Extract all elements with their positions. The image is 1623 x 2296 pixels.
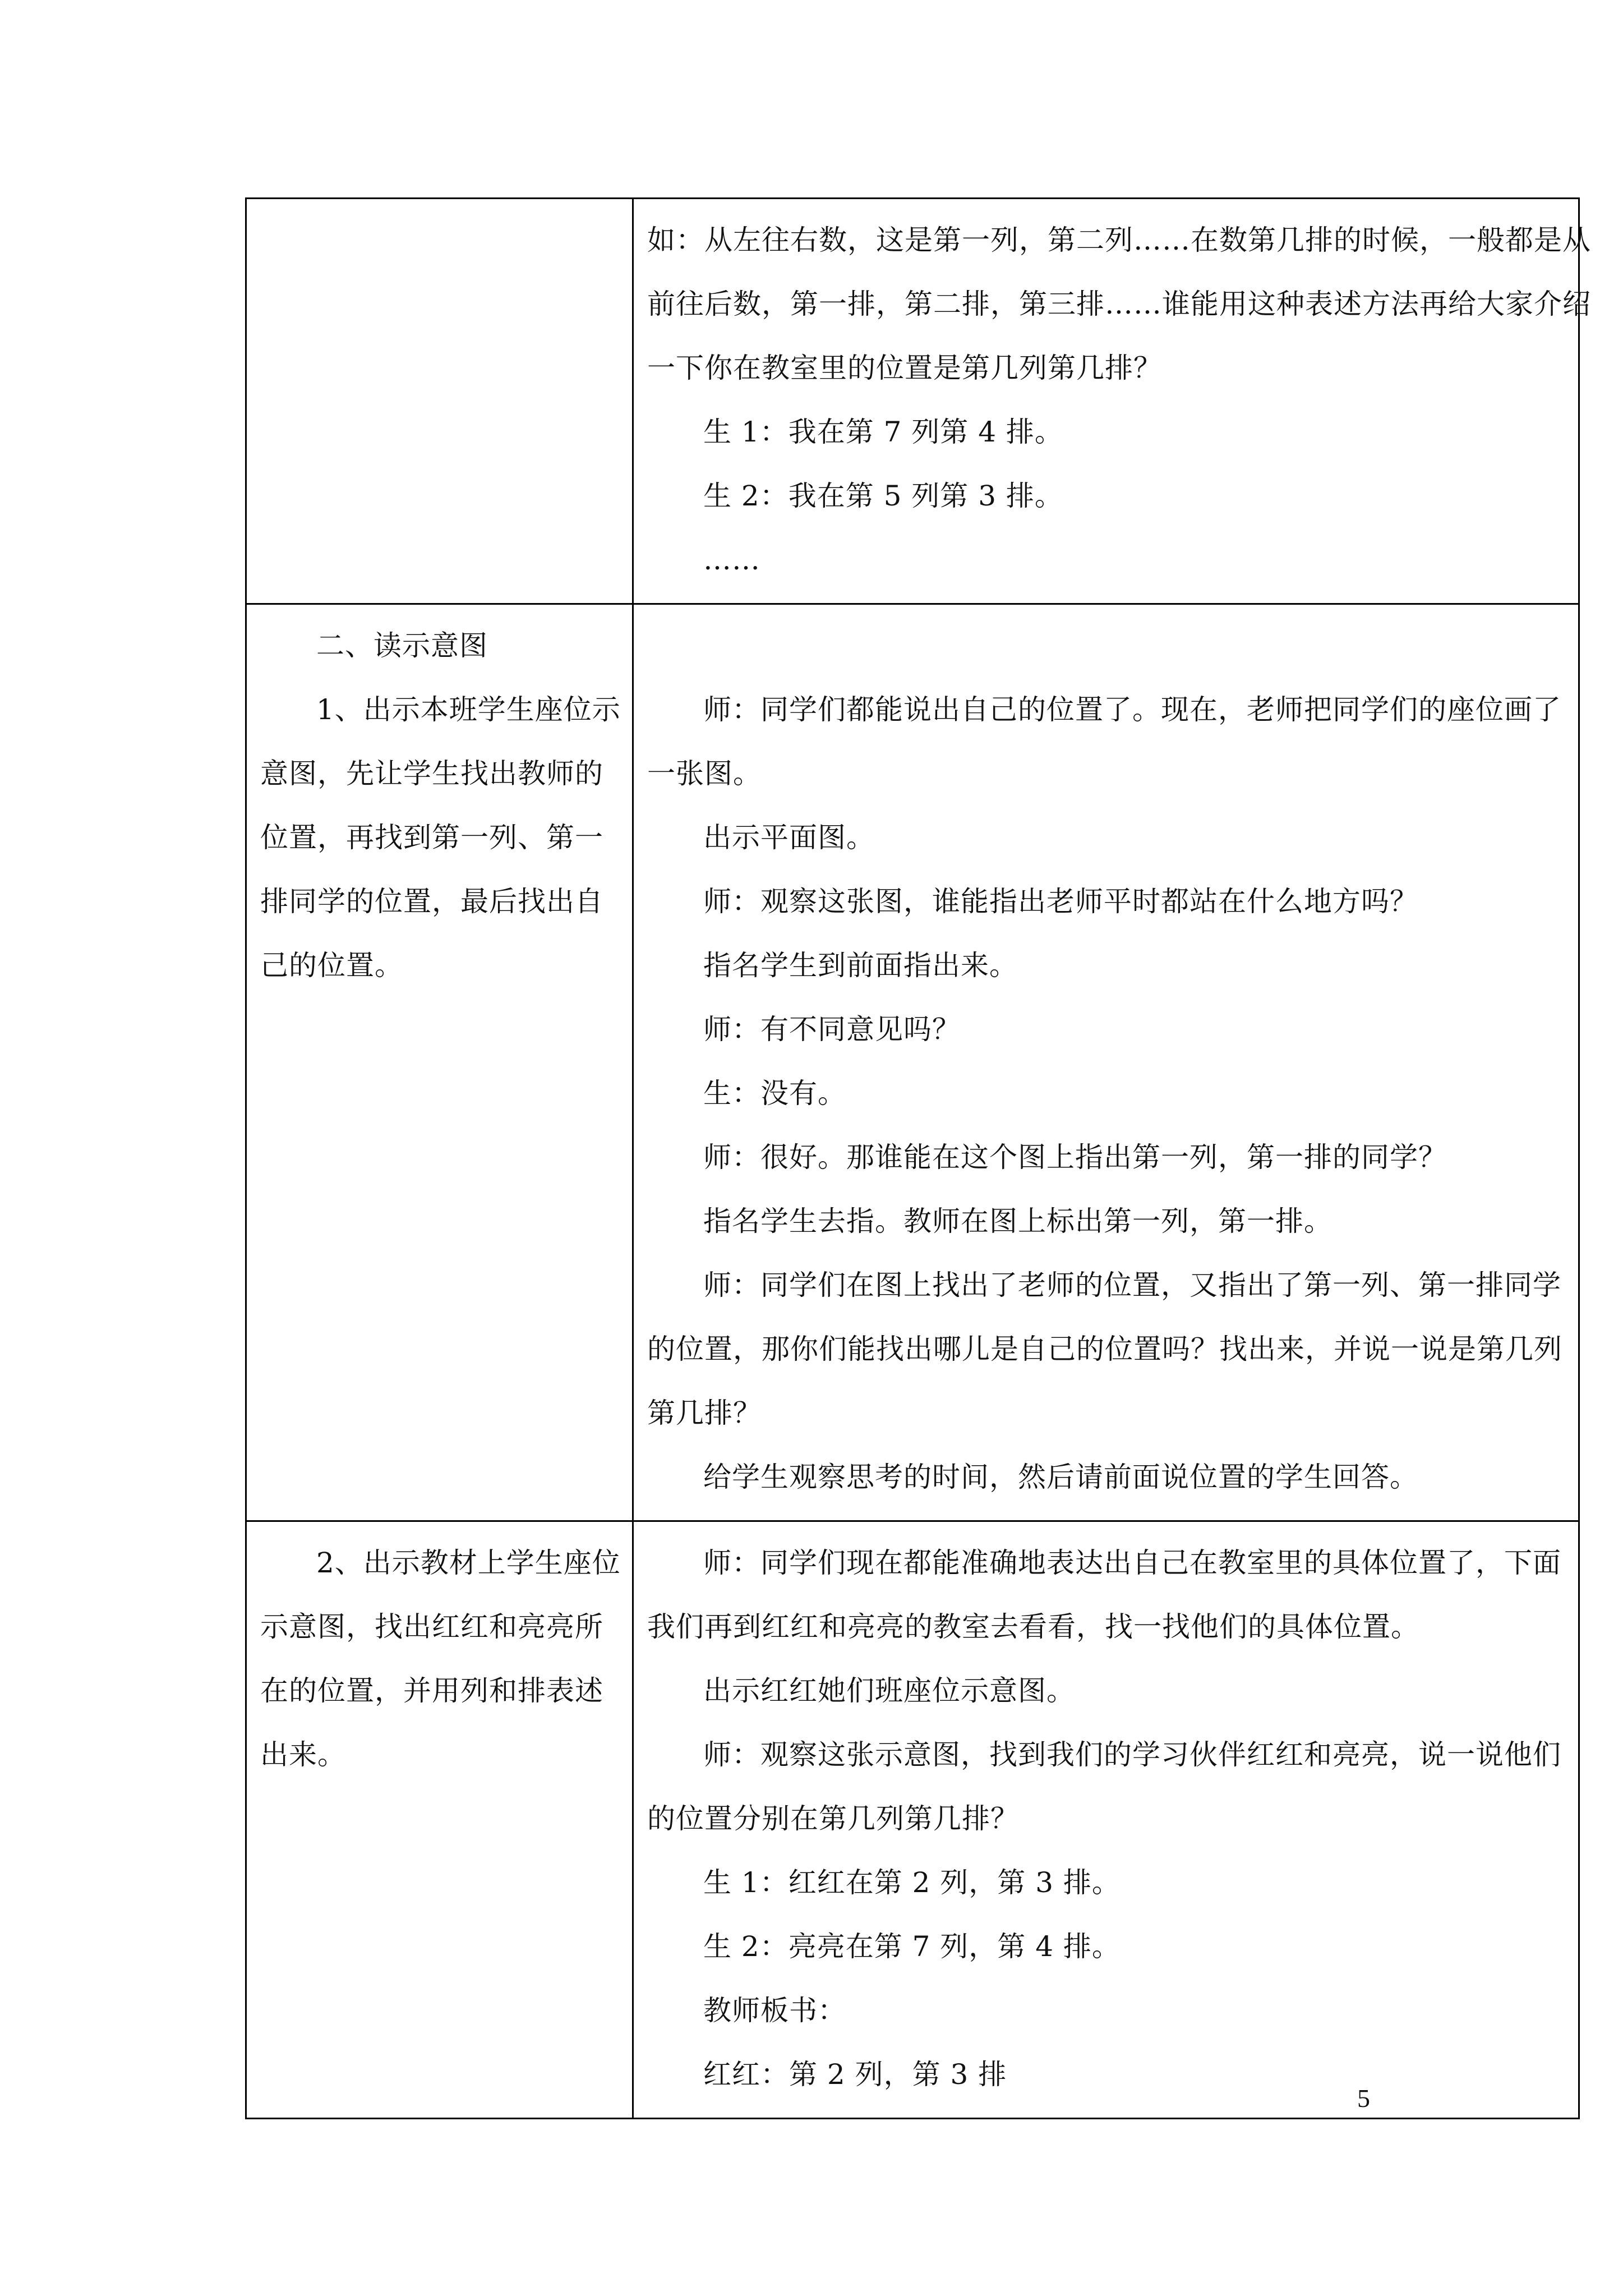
text-line: 如：从左往右数，这是第一列，第二列……在数第几排的时候，一般都是从	[647, 224, 1591, 256]
text-line: 的位置分别在第几列第几排？	[647, 1802, 1019, 1835]
table-row	[246, 1521, 1579, 2119]
text-line: 一张图。	[647, 757, 762, 790]
page-number: 5	[1357, 2084, 1370, 2113]
text-line: 生：没有。	[703, 1077, 846, 1110]
text-line: 意图，先让学生找出教师的	[260, 757, 603, 790]
text-line: 指名学生到前面指出来。	[703, 949, 1018, 982]
text-line: 生 2：我在第 5 列第 3 排。	[703, 480, 1063, 512]
text-line: 师：同学们现在都能准确地表达出自己在教室里的具体位置了，下面	[703, 1547, 1561, 1579]
text-line: 指名学生去指。教师在图上标出第一列，第一排。	[703, 1205, 1332, 1237]
text-line: 第几排？	[647, 1397, 762, 1429]
text-line: 1、出示本班学生座位示	[316, 693, 621, 726]
text-line: 排同学的位置，最后找出自	[260, 885, 603, 918]
table-row	[246, 604, 1579, 1521]
teaching-process-cell	[633, 604, 1579, 1521]
text-line: 师：很好。那谁能在这个图上指出第一列，第一排的同学？	[703, 1141, 1447, 1174]
text-line: 2、出示教材上学生座位	[316, 1547, 621, 1579]
text-line: 己的位置。	[260, 949, 403, 982]
text-line: 红红：第 2 列，第 3 排	[703, 2058, 1007, 2091]
text-line: 出来。	[260, 1738, 346, 1771]
text-line: 师：观察这张图，谁能指出老师平时都站在什么地方吗？	[703, 885, 1418, 918]
text-line: 教师板书：	[703, 1994, 846, 2027]
table-row	[246, 199, 1579, 604]
text-line: 生 2：亮亮在第 7 列，第 4 排。	[703, 1930, 1121, 1963]
text-line: 给学生观察思考的时间，然后请前面说位置的学生回答。	[703, 1461, 1418, 1493]
text-line: 在的位置，并用列和排表述	[260, 1674, 603, 1707]
text-line: 前往后数，第一排，第二排，第三排……谁能用这种表述方法再给大家介绍	[647, 288, 1591, 320]
teaching-step-cell	[246, 1521, 633, 2119]
teaching-process-cell	[633, 1521, 1579, 2119]
text-line: 出示平面图。	[703, 821, 875, 854]
text-line: 示意图，找出红红和亮亮所	[260, 1611, 603, 1643]
lesson-plan-table	[245, 197, 1591, 2119]
text-line: 出示红红她们班座位示意图。	[703, 1674, 1075, 1707]
teaching-step-cell	[246, 604, 633, 1521]
text-line: 位置，再找到第一列、第一	[260, 821, 603, 854]
text-line: 生 1：红红在第 2 列，第 3 排。	[703, 1866, 1121, 1899]
text-line: ……	[703, 544, 760, 576]
text-line: 生 1：我在第 7 列第 4 排。	[703, 416, 1063, 448]
text-line: 的位置，那你们能找出哪儿是自己的位置吗？找出来，并说一说是第几列	[647, 1333, 1562, 1365]
text-line: 师：同学们在图上找出了老师的位置，又指出了第一列、第一排同学	[703, 1269, 1561, 1301]
text-line: 师：有不同意见吗？	[703, 1013, 961, 1046]
text-line: 师：同学们都能说出自己的位置了。现在，老师把同学们的座位画了	[703, 693, 1561, 726]
text-line: 一下你在教室里的位置是第几列第几排？	[647, 352, 1162, 384]
section-heading: 二、读示意图	[316, 629, 488, 662]
text-line: 师：观察这张示意图，找到我们的学习伙伴红红和亮亮，说一说他们	[703, 1738, 1561, 1771]
teaching-process-cell	[633, 199, 1591, 604]
text-line: 我们再到红红和亮亮的教室去看看，找一找他们的具体位置。	[647, 1611, 1419, 1643]
teaching-step-cell	[246, 199, 633, 604]
